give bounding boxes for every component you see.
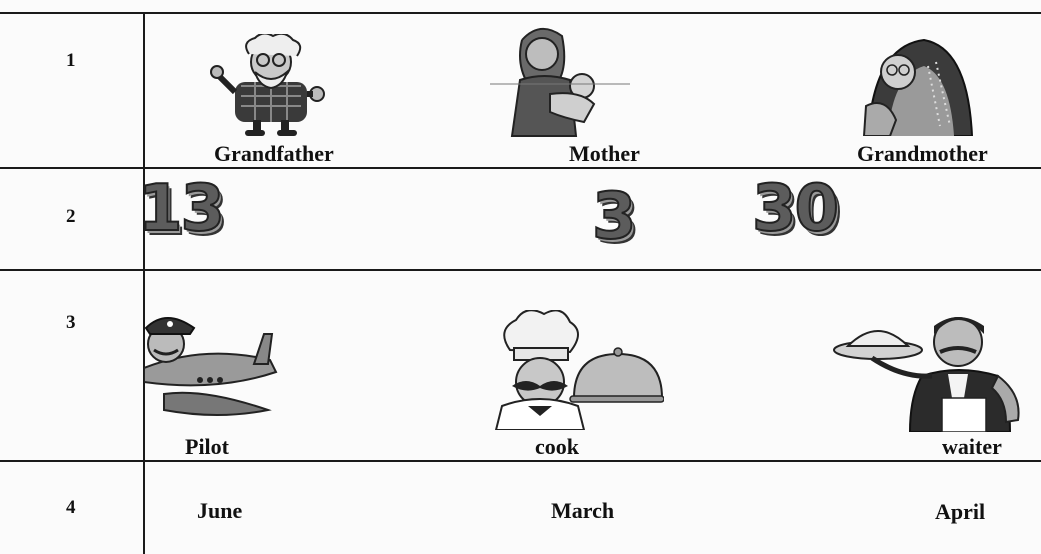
cook-icon bbox=[472, 310, 664, 430]
number-30: 30 bbox=[752, 172, 838, 246]
grandfather-icon bbox=[205, 34, 345, 136]
column-divider bbox=[143, 12, 145, 554]
label-march: March bbox=[551, 498, 615, 523]
label-mother: Mother bbox=[569, 141, 640, 166]
row-number: 2 bbox=[66, 206, 76, 227]
number-3: 3 bbox=[592, 180, 635, 254]
row-divider bbox=[0, 167, 1041, 169]
waiter-icon bbox=[832, 314, 1032, 432]
pilot-icon bbox=[144, 308, 284, 428]
row-number: 1 bbox=[66, 50, 76, 71]
number-13: 13 bbox=[138, 172, 224, 246]
label-june: June bbox=[197, 498, 243, 523]
mother-icon bbox=[490, 20, 630, 138]
label-april: April bbox=[935, 499, 986, 524]
row-divider bbox=[0, 460, 1041, 462]
table-top-border bbox=[0, 12, 1041, 14]
label-pilot: Pilot bbox=[185, 434, 229, 459]
label-cook: cook bbox=[535, 434, 579, 459]
label-grandfather: Grandfather bbox=[214, 141, 334, 166]
label-grandmother: Grandmother bbox=[857, 141, 988, 166]
row-divider bbox=[0, 269, 1041, 271]
grandmother-icon bbox=[858, 36, 978, 136]
label-waiter: waiter bbox=[942, 434, 1002, 459]
row-number: 3 bbox=[66, 312, 76, 333]
row-number: 4 bbox=[66, 497, 76, 518]
